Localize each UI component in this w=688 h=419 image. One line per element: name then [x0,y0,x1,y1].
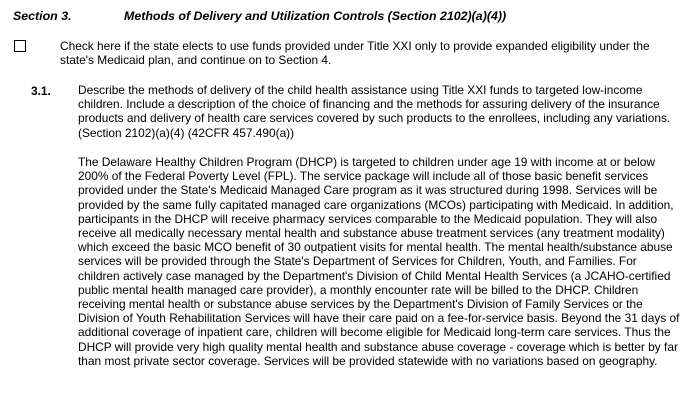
section-title: Methods of Delivery and Utilization Controls (Section 2102)(a)(4)) [124,9,507,23]
section-label: Section 3. [13,9,72,23]
item-number: 3.1. [31,84,51,98]
checkbox-label: Check here if the state elects to use funds provided under Title XXI only to provide expanded eligibility under the state's Medicaid plan, and continue on to Section 4. [60,39,650,68]
expanded-eligibility-checkbox[interactable] [14,40,26,52]
item-prompt: Describe the methods of delivery of the child health assistance using Title XXI funds to targeted low-income children. Include a description of the choice of financing and the methods for assuring delivery of the insurance products and delivery of health care services covered by such products to the enrollees, including any variations. (Section 2102)(a)(4) (42CFR 457.490(a)) [78,83,671,140]
item-answer: The Delaware Healthy Children Program (DHCP) is targeted to children under age 19 with income at or below 200% of the Federal Poverty Level (FPL). The service package will include all of those basic benefit services provided under the State's Medicaid Managed Care program as it was structured during 1998. Services will be provided by the same fully capitated managed care organizations (MCOs) participating with Medicaid. In addition, participants in the DHCP will receive pharmacy services comparable to the Medicaid population. They will also receive all medically necessary mental health and substance abuse treatment services (any treatment modality) which exceed the basic MCO benefit of 30 outpatient visits for mental health. The mental health/substance abuse services will be provided through the State's Department of Services for Children, Youth, and Families. For children actively case managed by the Department's Division of Child Mental Health Services (a JCAHO-certified public mental health managed care provider), a monthly encounter rate will be billed to the DHCP. Children receiving mental health or substance abuse services by the Department's Division of Family Services or the Division of Youth Rehabilitation Services will have their care paid on a fee-for-service basis. Beyond the 31 days of additional coverage of inpatient care, children will become eligible for Medicaid long-term care services. Thus the DHCP will provide very high quality mental health and substance abuse coverage - coverage which is better by far than most private sector coverage. Services will be provided statewide with no variations based on geography. [78,155,680,368]
